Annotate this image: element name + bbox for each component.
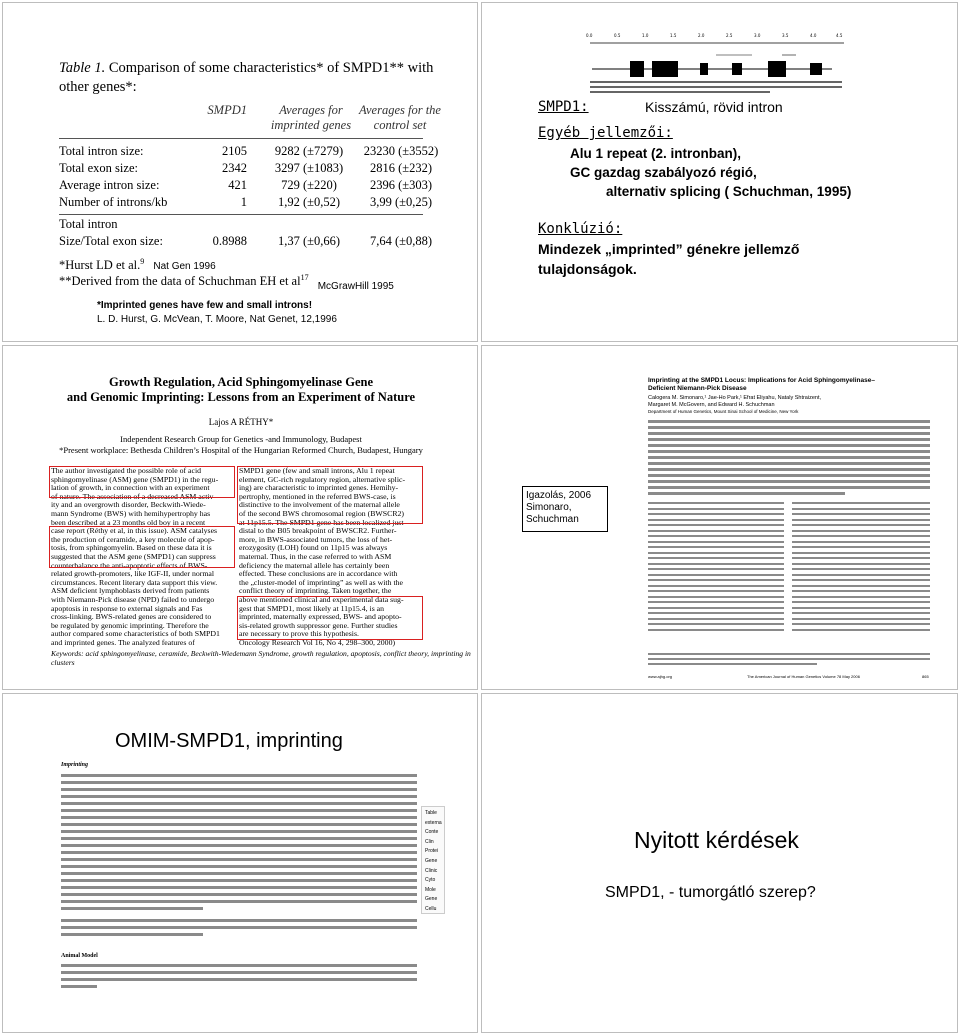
paper-affiliation-2: *Present workplace: Bethesda Children’s Hospital of the Hungarian Reformed Church, Budapest, Hungary xyxy=(59,445,423,455)
exon xyxy=(700,63,708,75)
abstract-line: element, GC-rich regulatory region, alternative splic- xyxy=(239,475,406,484)
omim-sidebar-item[interactable]: Gene xyxy=(425,857,438,864)
table-row xyxy=(59,161,439,177)
feature-splicing: alternativ splicing ( Schuchman, 1995) xyxy=(606,184,852,199)
paper-keywords: Keywords: acid sphingomyelinase, ceramide, Beckwith-Wiedemann Syndrome, growth regulation, apoptosis, conflict theory, imprinting in clusters xyxy=(51,649,471,667)
paper-authors-2: Margaret M. McGovern, and Edward H. Schuchman xyxy=(648,402,775,408)
paper-title-line-2: Deficient Niemann-Pick Disease xyxy=(648,385,747,392)
body-column-1 xyxy=(648,502,784,634)
open-question-text: SMPD1, - tumorgátló szerep? xyxy=(605,884,816,901)
abstract-line: effected. These conclusions are in accordance with xyxy=(239,570,398,579)
footnote-1 xyxy=(59,257,216,273)
omim-title: OMIM-SMPD1, imprinting xyxy=(115,730,343,752)
paper-footer-url: www.ajhg.org xyxy=(648,674,673,679)
note-citation: L. D. Hurst, G. McVean, T. Moore, Nat Genet, 12,1996 xyxy=(97,314,337,325)
abstract-line: sphingomyelinase (ASM) gene (SMPD1) in the regu- xyxy=(51,475,219,484)
abstract-line: with Niemann-Pick disease (NPD) failed to undergo xyxy=(51,595,215,604)
abstract-line: erozygosity (LOH) found on 11p15 was always xyxy=(239,544,388,553)
table-row-ratio xyxy=(59,234,439,250)
table-title-prefix: Table 1. xyxy=(59,60,106,76)
abstract-line: more, in BWS-associated tumors, the loss of het- xyxy=(239,535,393,544)
open-questions-title: Nyitott kérdések xyxy=(634,827,799,853)
feature-gc: GC gazdag szabályozó régió, xyxy=(570,165,757,180)
abstract-line: distinctive to the involvement of the maternal allele xyxy=(239,501,400,510)
other-features-label: Egyéb jellemzői: xyxy=(538,125,673,141)
conclusion-line-2: tulajdonságok. xyxy=(538,261,637,277)
scale-tick: 3.0 xyxy=(754,33,761,38)
scale-tick: 3.5 xyxy=(782,33,789,38)
abstract-line: the „cluster-model of imprinting” as well as with the xyxy=(239,578,403,587)
abstract-line: gest that SMPD1, most likely at 11p15.4, is an xyxy=(239,604,385,613)
table-divider xyxy=(59,138,423,139)
abstract-line: ing) are characteristic to imprinted genes. Hemihy- xyxy=(239,484,399,493)
slide-open-questions xyxy=(481,693,958,1033)
abstract-line: the production of ceramide, a key molecule of apop- xyxy=(51,535,215,544)
abstract-line: apoptosis in response to external signals and Fas xyxy=(51,604,203,613)
row-smpd1: 2105 xyxy=(222,144,247,158)
slide-smpd1-features xyxy=(481,2,958,342)
row-label: Number of introns/kb xyxy=(59,195,168,209)
omim-sidebar-item[interactable]: Cyto xyxy=(425,877,436,884)
footnote-1-text: *Hurst LD et al. xyxy=(59,258,141,273)
paper-department: Department of Human Genetics, Mount Sinai School of Medicine, New York xyxy=(648,409,799,414)
table-title-text: Comparison of some characteristics* of SMPD1** with other genes*: xyxy=(59,60,434,95)
abstract-line: ity and an overgrowth disorder, Beckwith-Wiede- xyxy=(51,501,206,510)
row-control: 23230 (±3552) xyxy=(363,144,439,158)
omim-paragraph-2 xyxy=(61,919,417,940)
row-control: 3,99 (±0,25) xyxy=(369,195,433,209)
abstract-line: be regulated by genomic imprinting. Therefore the xyxy=(51,621,209,630)
abstract-line: lation of growth, in connection with an experiment xyxy=(51,484,210,493)
abstract-line: maternal. Thus, in the case referred to with ASM xyxy=(239,552,392,561)
exon xyxy=(732,63,742,75)
scale-tick: 0.0 xyxy=(586,33,593,38)
omim-sidebar-item[interactable]: Conte xyxy=(425,829,439,836)
abstract-line: are necessary to prove this hypothesis. xyxy=(239,630,359,639)
exon xyxy=(652,61,678,77)
ratio-label-2: Size/Total exon size: xyxy=(59,234,163,248)
conclusion-label: Konklúzió: xyxy=(538,221,623,237)
smpd1-row xyxy=(538,99,589,115)
row-control: 2396 (±303) xyxy=(369,178,433,192)
omim-paragraph-3 xyxy=(61,964,417,992)
col-header-smpd1: SMPD1 xyxy=(207,103,247,117)
scale-tick: 4.0 xyxy=(810,33,817,38)
scale-tick: 0.5 xyxy=(614,33,621,38)
gene-structure-diagram xyxy=(582,27,852,97)
abstract-line: ASM deficient lymphoblasts derived from patients xyxy=(51,587,210,596)
footnote-2-text: **Derived from the data of Schuchman EH et al xyxy=(59,274,301,289)
table-divider xyxy=(59,214,423,215)
paper-footer-page: 865 xyxy=(922,674,929,679)
caption-line xyxy=(590,86,842,88)
abstract-line: distal to the B05 breakpoint of BWSCR2. Further- xyxy=(239,527,397,536)
omim-sidebar-item[interactable]: Protei xyxy=(425,848,439,855)
scale-ticks xyxy=(586,33,843,38)
abstract-line: SMPD1 gene (few and small introns, Alu 1 repeat xyxy=(239,467,395,475)
abstract-line: been described at a 23 months old boy in a recent xyxy=(51,518,206,527)
feature-alu: Alu 1 repeat (2. intronban), xyxy=(570,146,742,161)
row-imprinted: 3297 (±1083) xyxy=(274,161,344,175)
caption-line xyxy=(590,91,770,93)
paper-title-line-2: and Genomic Imprinting: Lessons from an Experiment of Nature xyxy=(66,390,416,404)
abstract-line: case report (Réthy et al, in this issue). ASM catalyses xyxy=(51,527,218,536)
omim-sidebar-item[interactable]: Table xyxy=(425,810,437,816)
abstract-line: related growth-promoters, like IGF-II, under normal xyxy=(51,570,215,579)
abstract-line: author compared some characteristics of both SMPD1 xyxy=(51,630,220,639)
body-column-2 xyxy=(792,502,930,634)
table-row xyxy=(59,195,439,211)
row-smpd1: 421 xyxy=(228,178,247,192)
abstract-line: mann Syndrome (BWS) with hemihypertrophy has xyxy=(51,509,211,518)
smpd1-description: Kisszámú, rövid intron xyxy=(645,99,783,115)
table-header-row xyxy=(59,103,441,132)
abstract-line: sis-related growth suppressor gene. Further studies xyxy=(239,621,398,630)
footnote-1-sup: 9 xyxy=(140,257,145,266)
row-control: 2816 (±232) xyxy=(369,161,433,175)
omim-sidebar-item[interactable]: Mole xyxy=(425,886,436,893)
abstract-line: counterbalance the anti-apoptotic effects of BWS- xyxy=(51,561,208,570)
smpd1-label: SMPD1: xyxy=(538,99,589,115)
row-smpd1: 2342 xyxy=(222,161,247,175)
paper-footer-journal: The American Journal of Human Genetics Volume 78 May 2006 xyxy=(747,674,860,679)
slide-paper-rethy xyxy=(2,345,478,690)
ratio-smpd1: 0.8988 xyxy=(212,234,247,248)
slide-paper-simonaro xyxy=(481,345,958,690)
highlight-box xyxy=(49,466,235,498)
omim-sidebar-item[interactable]: Clinic xyxy=(425,867,438,874)
abstract-line: suggested that the ASM gene (SMPD1) can suppress xyxy=(51,552,216,561)
scale-tick: 2.5 xyxy=(726,33,733,38)
gene-structure-figure xyxy=(582,27,852,97)
highlight-box xyxy=(49,526,235,568)
row-label: Average intron size: xyxy=(59,178,160,192)
abstract-line: tosis, from sphingomyelin. Based on these data it is xyxy=(51,544,212,553)
table-row xyxy=(59,178,439,194)
exon xyxy=(768,61,786,77)
paper-authors-1: Calogera M. Simonaro,¹ Jae-Ho Park,¹ Efrat Eliyahu, Nataly Shtraizent, xyxy=(648,395,822,401)
ratio-control: 7,64 (±0,88) xyxy=(369,234,433,248)
col-header-control: Averages for the control set xyxy=(359,103,441,132)
omim-paragraph-1 xyxy=(61,774,417,914)
omim-section-imprinting: Imprinting xyxy=(61,762,89,768)
omim-sidebar-item[interactable]: Cellu xyxy=(425,905,437,912)
footnote-1-source: Nat Gen 1996 xyxy=(153,261,216,273)
table-row xyxy=(59,144,439,160)
abstract-line: Oncology Research Vol 16, No 4, 298–300, 2000) xyxy=(239,638,396,647)
omim-sidebar-item[interactable]: externa xyxy=(425,819,442,826)
row-label: Total exon size: xyxy=(59,161,138,175)
exon xyxy=(810,63,822,75)
footnote-2-source: McGrawHill 1995 xyxy=(317,281,394,293)
abstract-line: circumstances. Recent literary data support this view. xyxy=(51,578,218,587)
table-row-ratio xyxy=(59,217,439,233)
note-imprinted: *Imprinted genes have few and small introns! xyxy=(97,300,313,311)
scale-tick: 2.0 xyxy=(698,33,705,38)
abstract-line: conflict theory of imprinting. Taken together, the xyxy=(239,587,392,596)
ratio-imprinted: 1,37 (±0,66) xyxy=(277,234,341,248)
abstract-line: cross-linking. BWS-related genes are considered to xyxy=(51,613,212,622)
footnote-2-sup: 17 xyxy=(300,273,309,282)
conclusion-line-1: Mindezek „imprinted” génekre jellemző xyxy=(538,241,800,257)
abstract-text xyxy=(648,420,930,498)
col-header-imprinted: Averages for imprinted genes xyxy=(270,103,352,132)
row-imprinted: 1,92 (±0,52) xyxy=(277,195,341,209)
slide-omim xyxy=(2,693,478,1033)
paper-footnotes xyxy=(648,653,930,668)
row-smpd1: 1 xyxy=(240,195,247,209)
footnote-2 xyxy=(59,273,394,293)
table-title xyxy=(59,59,459,97)
row-label: Total intron size: xyxy=(59,144,144,158)
row-imprinted: 9282 (±7279) xyxy=(274,144,344,158)
omim-sidebar xyxy=(421,806,445,914)
abstract-line: imprinted, maternally expressed, BWS- and apopto- xyxy=(239,613,402,622)
callout-text: Igazolás, 2006 Simonaro, Schuchman xyxy=(526,490,592,525)
abstract-line: above mentioned clinical and experimental data sug- xyxy=(239,595,404,604)
abstract-line: deficiency the maternal allele has certainly been xyxy=(239,561,390,570)
omim-sidebar-item[interactable]: Clin xyxy=(425,838,434,845)
scale-tick: 1.0 xyxy=(642,33,649,38)
abstract-line: pertrophy, mentioned in the referred BWS-case, is xyxy=(239,492,396,501)
highlight-box xyxy=(237,466,423,524)
paper-title-line-1: Imprinting at the SMPD1 Locus: Implications for Acid Sphingomyelinase– xyxy=(648,377,875,384)
caption-line xyxy=(590,81,842,83)
callout-box xyxy=(522,486,608,532)
ratio-label-1: Total intron xyxy=(59,217,118,231)
exon xyxy=(630,61,644,77)
paper-affiliation-1: Independent Research Group for Genetics -and Immunology, Budapest xyxy=(120,434,362,444)
omim-sidebar-item[interactable]: Gene xyxy=(425,896,438,903)
scale-tick: 4.5 xyxy=(836,33,843,38)
paper-author: Lajos A RÉTHY* xyxy=(208,417,274,427)
highlight-box xyxy=(237,596,423,640)
abstract-line: The author investigated the possible role of acid xyxy=(51,467,202,475)
abstract-line: and imprinted genes. The analyzed features of xyxy=(51,638,195,647)
row-imprinted: 729 (±220) xyxy=(281,178,337,192)
abstract-line: at 11p15.5. The SMPD1 gene has been localized just xyxy=(239,518,404,527)
abstract-line: of nature. The association of a decreased ASM activ- xyxy=(51,492,217,501)
omim-section-animal-model: Animal Model xyxy=(61,953,98,959)
abstract-line: of the second BWS chromosomal region (BWSCR2) xyxy=(239,509,405,518)
slide-table-comparison xyxy=(2,2,478,342)
paper-title-line-1: Growth Regulation, Acid Sphingomyelinase Gene xyxy=(108,375,374,389)
scale-tick: 1.5 xyxy=(670,33,677,38)
